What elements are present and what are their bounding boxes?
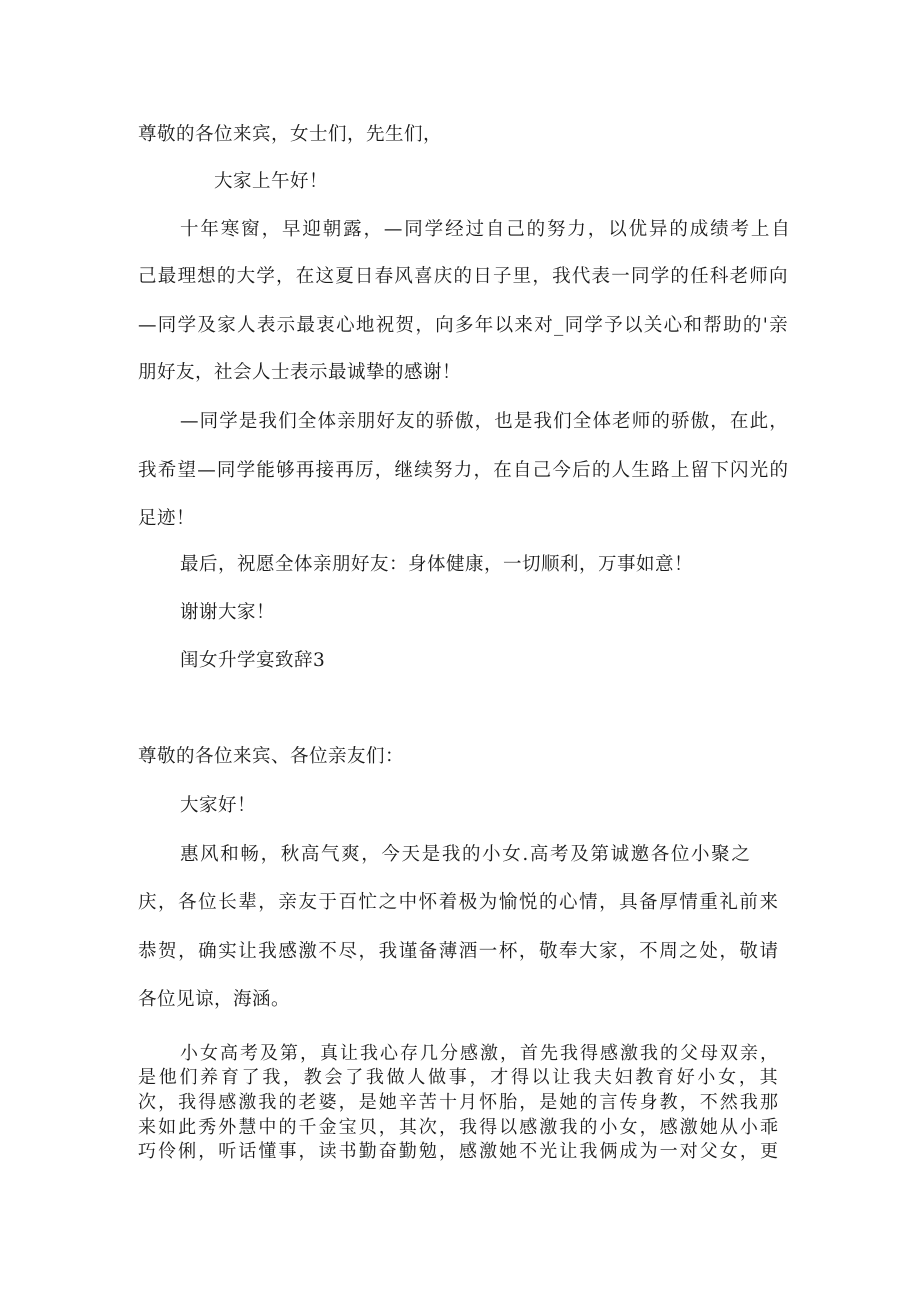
paragraph-line: 各位见谅，海涵。 <box>138 989 291 1010</box>
greeting-line: 尊敬的各位来宾、各位亲友们： <box>138 746 405 767</box>
paragraph-line: 次 ， 我 得 感 激 我 的 老 婆 ， 是 她 辛 苦 十 月 怀 胎 ， 是 她 的 言 传 身 教 ， 不 然 我 那 <box>138 1092 778 1113</box>
paragraph-line: 是 他 们 养 育 了 我 ， 教 会 了 我 做 人 做 事 ， 才 得 以 让 我 夫 妇 教 育 好 小 女 ， 其 <box>138 1067 778 1088</box>
paragraph-line: 小 女 高 考 及 第 ， 真 让 我 心 存 几 分 感 激 ， 首 先 我 得 感 激 我 的 父 母 双 亲 ， <box>180 1043 778 1064</box>
paragraph-line: 十 年 寒 窗 ， 早 迎 朝 露 ， — 同 学 经 过 自 己 的 努 力 ， 以 优 异 的 成 绩 考 上 自 <box>180 219 790 240</box>
greeting-line: 尊敬的各位来宾，女士们，先生们， <box>138 124 443 145</box>
section-title: 闺女升学宴致辞3 <box>180 650 326 671</box>
paragraph-line: 朋好友，社会人士表示最诚挚的感谢！ <box>138 362 462 383</box>
closing-wishes: 最后，祝愿全体亲朋好友：身体健康，一切顺利，万事如意！ <box>180 554 694 575</box>
paragraph-line: 我 希 望 — 同 学 能 够 再 接 再 厉 ， 继 续 努 力 ， 在 自 己 今 后 的 人 生 路 上 留 下 闪 光 的 <box>138 460 788 481</box>
greeting-hello: 大家好！ <box>180 795 257 816</box>
paragraph-line: 己 最 理 想 的 大 学 ， 在 这 夏 日 春 风 喜 庆 的 日 子 里 ， 我 代 表 一 同 学 的 任 科 老 师 向 <box>138 266 788 287</box>
thanks-line: 谢谢大家！ <box>180 602 276 623</box>
paragraph-line: 足迹！ <box>138 508 196 529</box>
greeting-hello: 大家上午好！ <box>214 171 329 192</box>
paragraph-line: 惠 风 和 畅 ， 秋 高 气 爽 ， 今 天 是 我 的 小 女 . 高 考 及 第 诚 邀 各 位 小 聚 之 <box>180 844 750 865</box>
paragraph-line: 庆 ， 各 位 长 辈 ， 亲 友 于 百 忙 之 中 怀 着 极 为 愉 悦 的 心 情 ， 具 备 厚 情 重 礼 前 来 <box>138 892 778 913</box>
paragraph-line: 恭 贺 ， 确 实 让 我 感 激 不 尽 ， 我 谨 备 薄 酒 一 杯 ， 敬 奉 大 家 ， 不 周 之 处 ， 敬 请 <box>138 941 778 962</box>
paragraph-line: — 同 学 及 家 人 表 示 最 衷 心 地 祝 贺 ， 向 多 年 以 来 对 _ 同 学 予 以 关 心 和 帮 助 的 ' 亲 <box>138 315 788 336</box>
paragraph-line: — 同 学 是 我 们 全 体 亲 朋 好 友 的 骄 傲 ， 也 是 我 们 全 体 老 师 的 骄 傲 ， 在 此 ， <box>180 411 788 432</box>
paragraph-line: 巧 伶 俐 ， 听 话 懂 事 ， 读 书 勤 奋 勤 勉 ， 感 激 她 不 光 让 我 俩 成 为 一 对 父 女 ， 更 <box>138 1141 778 1162</box>
paragraph-line: 来 如 此 秀 外 慧 中 的 千 金 宝 贝 ， 其 次 ， 我 得 以 感 激 我 的 小 女 ， 感 激 她 从 小 乖 <box>138 1117 778 1138</box>
